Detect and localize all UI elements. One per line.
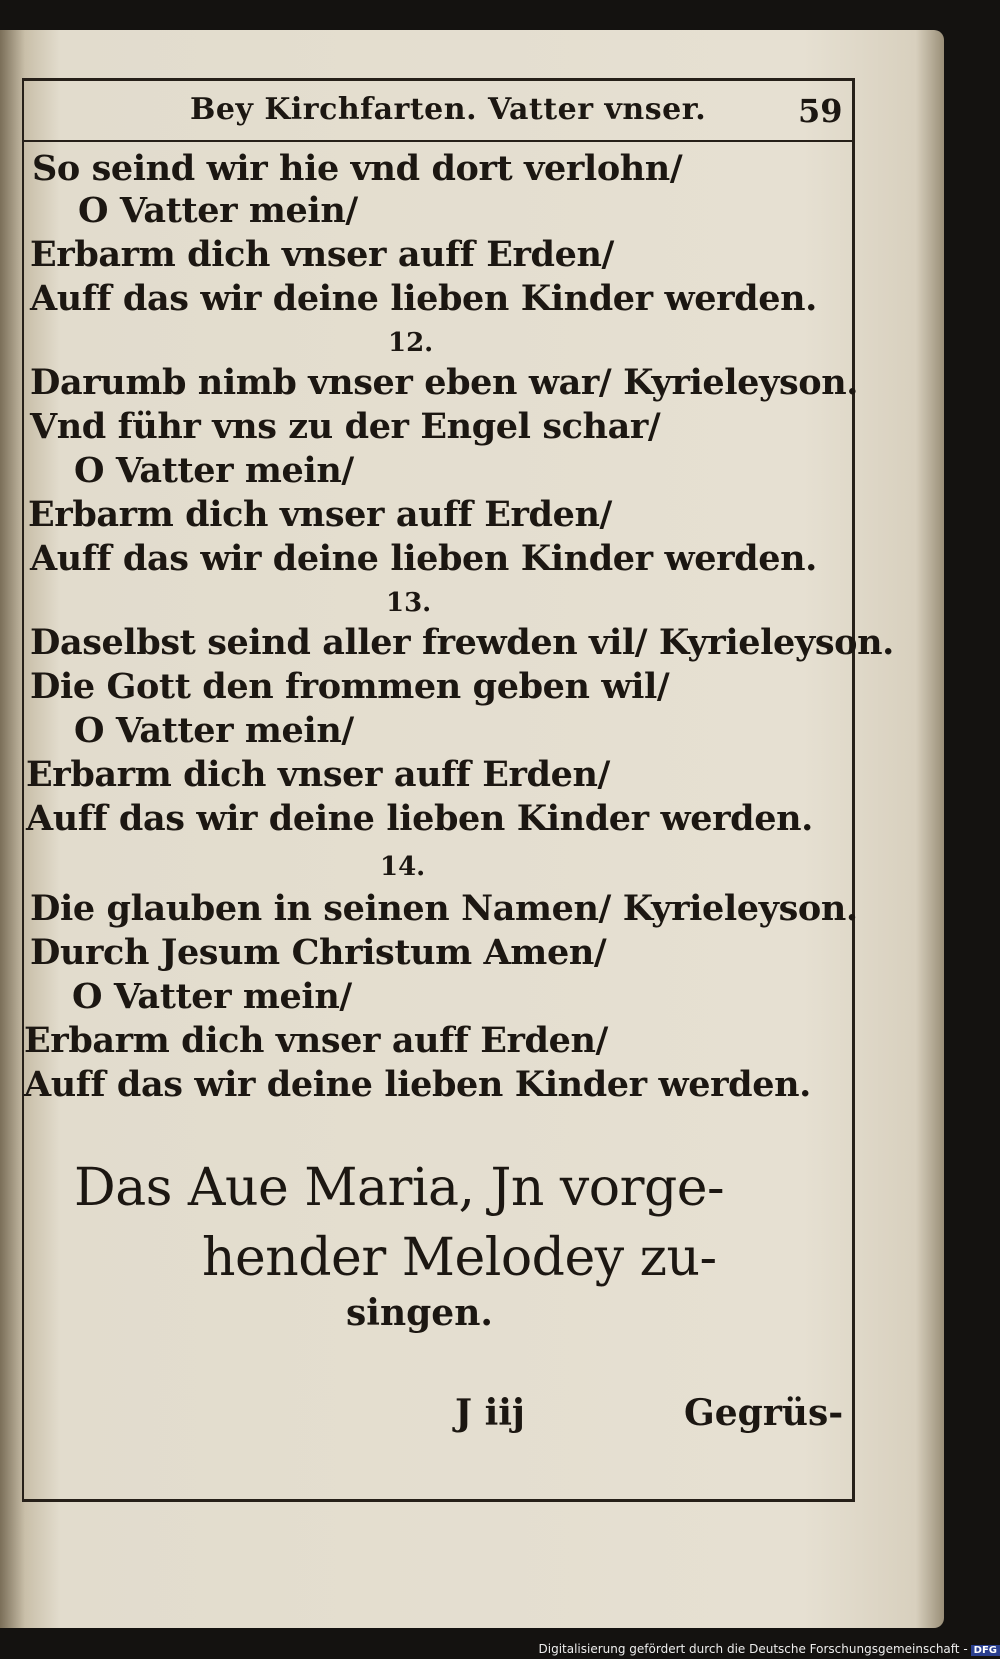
- verse-line: Auff das wir deine lieben Kinder werden.: [30, 278, 817, 319]
- page-number: 59: [798, 92, 843, 130]
- section-heading-line: hender Melodey zu-: [202, 1228, 717, 1288]
- stanza-number: 14.: [380, 852, 426, 882]
- digitization-footer: [539, 1642, 1000, 1656]
- verse-line: Auff das wir deine lieben Kinder werden.: [30, 538, 817, 579]
- section-heading-line: Das Aue Maria, Jn vorge-: [74, 1158, 725, 1218]
- footer-text: Digitalisierung gefördert durch die Deutsche Forschungsgemeinschaft -: [538, 1642, 968, 1656]
- dfg-logo: DFG: [971, 1645, 1000, 1656]
- verse-line: Daselbst seind aller frewden vil/ Kyrieleyson.: [30, 622, 894, 663]
- verse-line: Erbarm dich vnser auff Erden/: [30, 234, 614, 275]
- signature-mark: J iij: [455, 1392, 525, 1434]
- verse-line: Erbarm dich vnser auff Erden/: [26, 754, 610, 795]
- catchword: Gegrüs-: [684, 1392, 844, 1434]
- verse-line: Vnd führ vns zu der Engel schar/: [30, 406, 661, 447]
- verse-line: Erbarm dich vnser auff Erden/: [28, 494, 612, 535]
- verse-line: Die Gott den frommen geben wil/: [30, 666, 670, 707]
- stanza-number: 12.: [388, 328, 434, 358]
- verse-line: O Vatter mein/: [78, 190, 358, 231]
- verse-line: Durch Jesum Christum Amen/: [30, 932, 607, 973]
- verse-line: Erbarm dich vnser auff Erden/: [24, 1020, 608, 1061]
- verse-line: O Vatter mein/: [74, 450, 354, 491]
- verse-line: Auff das wir deine lieben Kinder werden.: [24, 1064, 811, 1105]
- verse-line: O Vatter mein/: [74, 710, 354, 751]
- verse-line: Darumb nimb vnser eben war/ Kyrieleyson.: [30, 362, 859, 403]
- verse-line: O Vatter mein/: [72, 976, 352, 1017]
- running-title: Bey Kirchfarten. Vatter vnser.: [190, 92, 707, 127]
- header-rule: [22, 140, 854, 142]
- verse-line: So seind wir hie vnd dort verlohn/: [32, 148, 683, 189]
- verse-line: Auff das wir deine lieben Kinder werden.: [26, 798, 813, 839]
- verse-line: Die glauben in seinen Namen/ Kyrieleyson.: [30, 888, 858, 929]
- stanza-number: 13.: [386, 588, 432, 618]
- section-heading-line: singen.: [346, 1292, 493, 1334]
